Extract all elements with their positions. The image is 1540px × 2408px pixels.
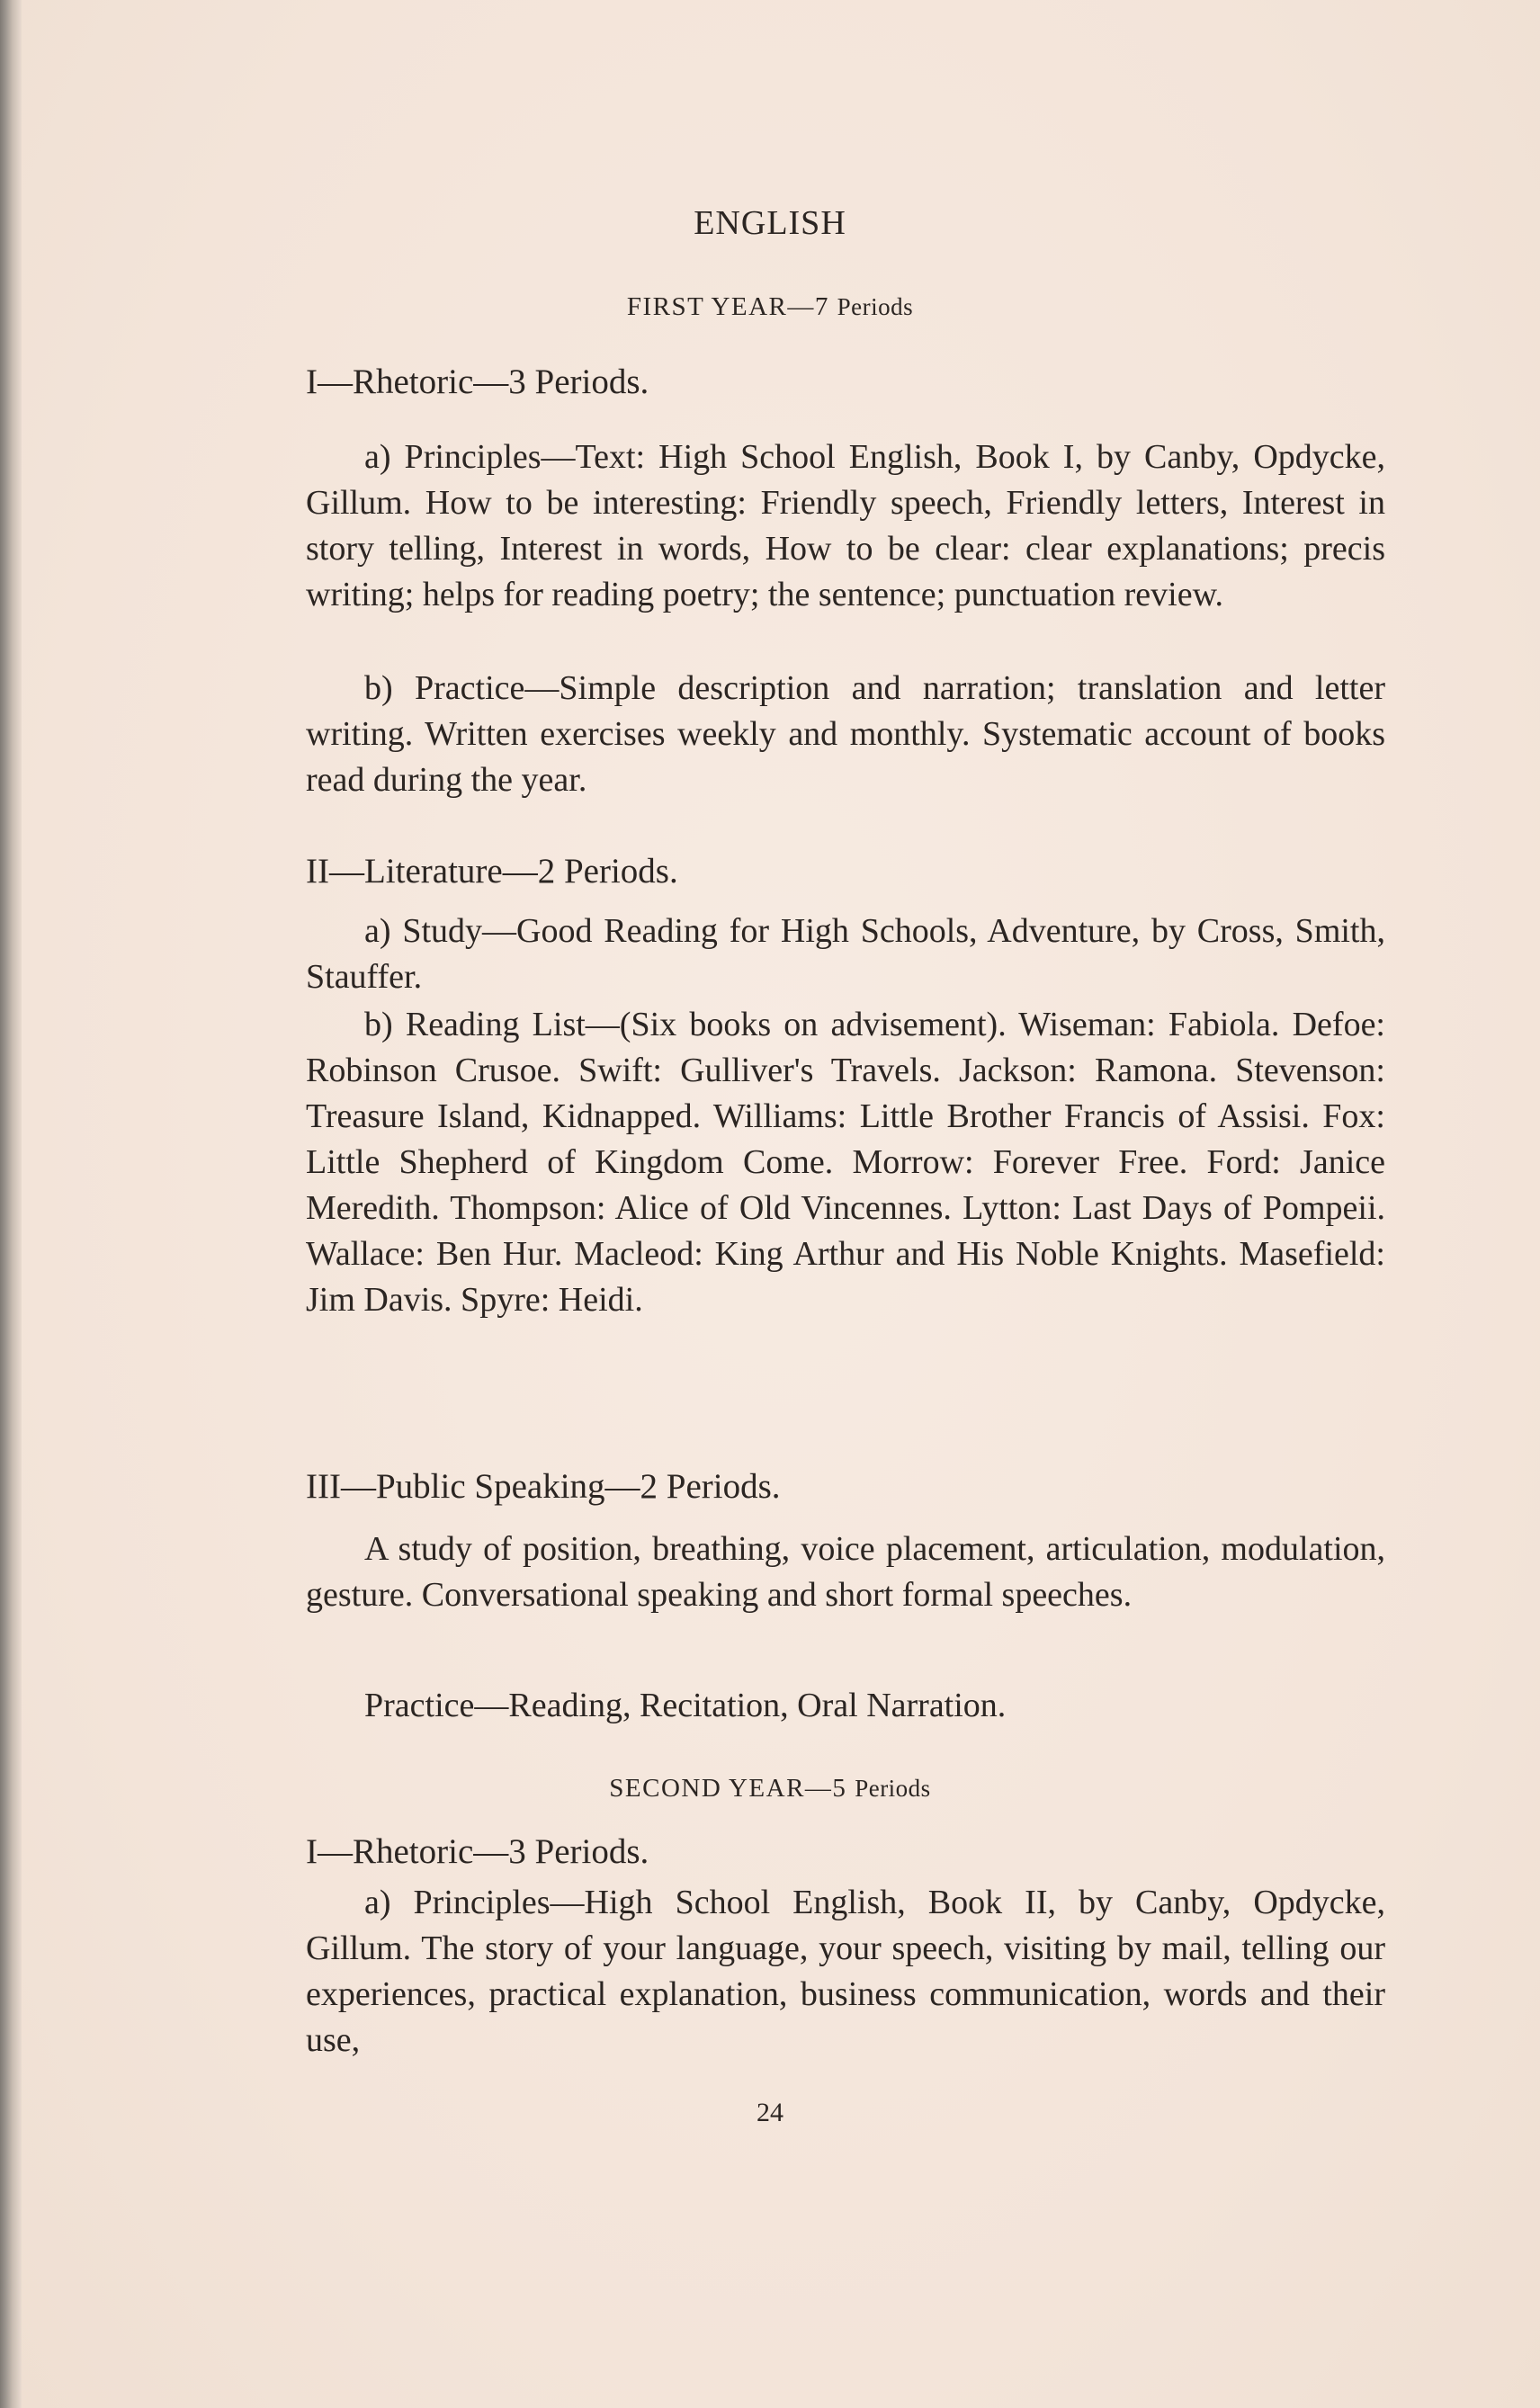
second-year-rhetoric-principles: a) Principles—High School English, Book II, by Canby, Opdycke, Gillum. The story of your language, your speech, visiting by mail, telling our experiences, practical explanation, business communication, words and their use, xyxy=(306,1884,1385,2059)
second-year-periods-label: Periods xyxy=(855,1775,931,1802)
first-year-literature-study: a) Study—Good Reading for High Schools, Adventure, by Cross, Smith, Stauffer. xyxy=(306,912,1385,996)
first-year-rhetoric-principles: a) Principles—Text: High School English, Book I, by Canby, Opdycke, Gillum. How to be interesting: Friendly speech, Friendly letters, Interest in story telling, Interest in words, How to be clear: clear explanations; precis writing; helps for reading poetry; the sentence; punctuation review. xyxy=(306,438,1385,613)
page-binding-edge xyxy=(0,0,22,2408)
first-year-rhetoric-heading: I—Rhetoric—3 Periods. xyxy=(306,363,649,401)
first-year-public-speaking-practice: Practice—Reading, Recitation, Oral Narration. xyxy=(364,1687,1007,1724)
first-year-literature-reading-list: b) Reading List—(Six books on advisement). Wiseman: Fabiola. Defoe: Robinson Crusoe. Swift: Gulliver's Travels. Jackson: Ramona. Stevenson: Treasure Island, Kidnapped. Williams: Little Brother Francis of Assisi. Fox: Little Shepherd of Kingdom Come. Morrow: Forever Free. Ford: Janice Meredith. Thompson: Alice of Old Vincennes. Lytton: Last Days of Pompeii. Wallace: Ben Hur. Macleod: King Arthur and His Noble Knights. Masefield: Jim Davis. Spyre: Heidi. xyxy=(306,1006,1385,1319)
second-year-rhetoric-heading: I—Rhetoric—3 Periods. xyxy=(306,1832,649,1871)
page-number: 24 xyxy=(757,2098,783,2127)
page-title: ENGLISH xyxy=(694,204,846,242)
second-year-heading xyxy=(0,1774,1540,1804)
first-year-public-speaking-description: A study of position, breathing, voice placement, articulation, modulation, gesture. Conversational speaking and short formal speeches. xyxy=(306,1530,1385,1614)
first-year-public-speaking-heading: III—Public Speaking—2 Periods. xyxy=(306,1467,781,1506)
first-year-periods-label: Periods xyxy=(837,293,914,320)
first-year-heading xyxy=(0,292,1540,322)
first-year-rhetoric-practice: b) Practice—Simple description and narration; translation and letter writing. Written exercises weekly and monthly. Systematic account of books read during the year. xyxy=(306,669,1385,799)
second-year-label: SECOND YEAR—5 xyxy=(609,1774,847,1803)
first-year-literature-heading: II—Literature—2 Periods. xyxy=(306,852,678,891)
first-year-label: FIRST YEAR—7 xyxy=(626,292,829,321)
